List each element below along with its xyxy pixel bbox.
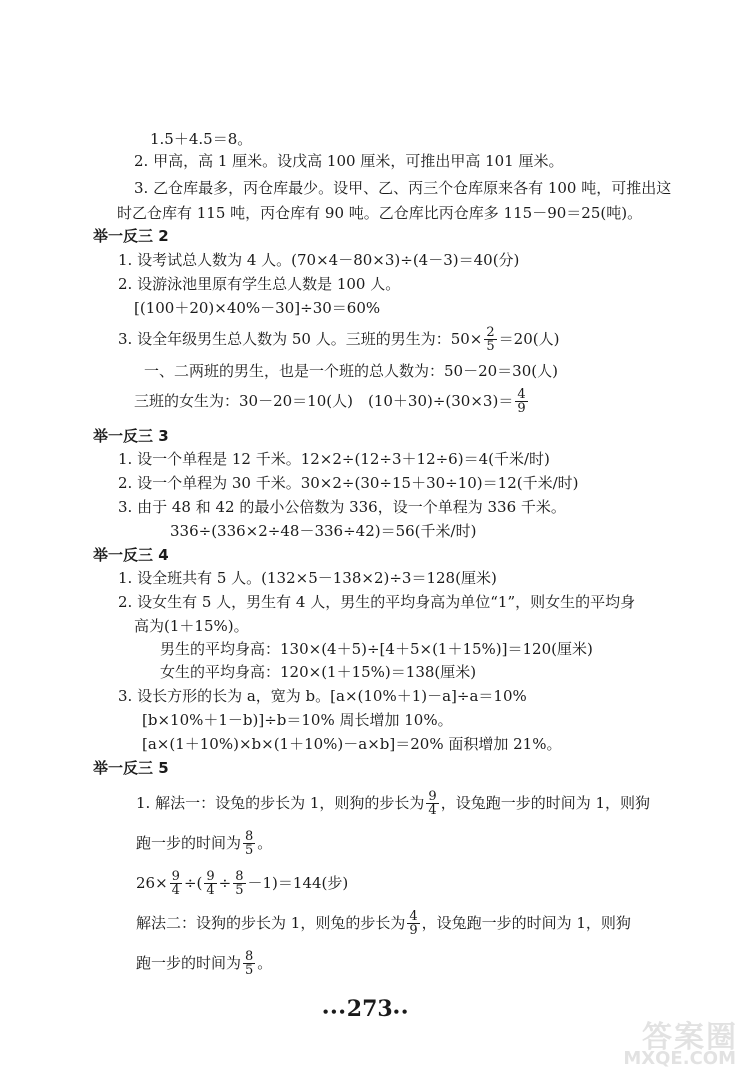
line-23 [136,790,650,818]
line-2: 2. 甲高，高 1 厘米。设戊高 100 厘米，可推出甲高 101 厘米。 [134,152,564,170]
line-26 [136,910,631,938]
line-4: 时乙仓库有 115 吨，丙仓库有 90 吨。乙仓库比丙仓库多 115－90＝25(吨)。 [117,204,643,222]
line-25-tail: －1)＝144(步) [247,874,349,892]
line-8 [118,326,559,354]
line-24 [136,830,272,858]
line-12: 2. 设一个单程为 30 千米。30×2÷(30÷15＋30÷10)＝12(千米/时) [118,474,579,492]
line-22: [a×(1＋10%)×b×(1＋10%)－a×b]＝20% 面积增加 21%。 [142,735,562,753]
line-23-text: 1. 解法一：设兔的步长为 1，则狗的步长为 [136,794,425,812]
section-heading-5: 举一反三 5 [93,759,169,777]
line-25-text: ÷( [183,874,203,892]
line-21: [b×10%＋1－b)]÷b＝10% 周长增加 10%。 [142,711,453,729]
line-20: 3. 设长方形的长为 a，宽为 b。[a×(10%＋1)－a]÷a＝10% [118,687,527,705]
fraction: $\frac{9}{4}$ [171,869,180,898]
line-16: 2. 设女生有 5 人，男生有 4 人，男生的平均身高为单位“1”，则女生的平均身 [118,593,636,611]
line-27-text: 跑一步的时间为 [136,954,242,972]
line-25 [136,870,348,898]
line-3: 3. 乙仓库最多，丙仓库最少。设甲、乙、丙三个仓库原来各有 100 吨，可推出这 [134,179,672,197]
watermark-logo [592,1012,742,1072]
page-number [322,996,409,1022]
line-24-tail: 。 [257,834,273,852]
fraction: $\frac{2}{5}$ [486,325,495,354]
line-15: 1. 设全班共有 5 人。(132×5－138×2)÷3＝128(厘米) [118,569,497,587]
line-27-tail: 。 [257,954,273,972]
line-18: 男生的平均身高：130×(4＋5)÷[4＋5×(1＋15%)]＝120(厘米) [160,640,593,658]
line-7: [(100＋20)×40%－30]÷30＝60% [134,299,381,317]
line-1: 1.5＋4.5＝8。 [150,130,253,148]
fraction: $\frac{9}{4}$ [206,869,215,898]
line-9: 一、二两班的男生，也是一个班的总人数为：50－20＝30(人) [144,362,558,380]
line-27 [136,950,272,978]
section-heading-4: 举一反三 4 [93,546,169,564]
line-13: 3. 由于 48 和 42 的最小公倍数为 336，设一个单程为 336 千米。 [118,498,566,516]
page-dots-left: ∙∙∙ [322,1004,347,1020]
line-14: 336÷(336×2÷48－336÷42)＝56(千米/时) [170,522,477,540]
section-heading-3: 举一反三 3 [93,427,169,445]
fraction: $\frac{8}{5}$ [235,869,244,898]
fraction: $\frac{4}{9}$ [517,387,526,416]
fraction: $\frac{4}{9}$ [409,909,418,938]
line-5: 1. 设考试总人数为 4 人。(70×4－80×3)÷(4－3)＝40(分) [118,251,520,269]
line-6: 2. 设游泳池里原有学生总人数是 100 人。 [118,275,401,293]
line-19: 女生的平均身高：120×(1＋15%)＝138(厘米) [160,663,477,681]
line-25-text: ÷ [218,874,232,892]
fraction: $\frac{8}{5}$ [245,949,254,978]
line-8-tail: ＝20(人) [498,330,560,348]
watermark-line-2: MXQE.COM [623,1048,736,1069]
fraction: $\frac{8}{5}$ [245,829,254,858]
page-number-value: 273 [346,996,393,1022]
line-25-text: 26× [136,874,168,892]
line-10 [134,388,530,416]
page-dots-right: ∙∙ [392,1004,410,1020]
line-24-text: 跑一步的时间为 [136,834,242,852]
line-8-text: 3. 设全年级男生总人数为 50 人。三班的男生为：50× [118,330,483,348]
line-17: 高为(1＋15%)。 [134,617,249,635]
line-26-tail: ，设兔跑一步的时间为 1，则狗 [421,914,631,932]
section-heading-2: 举一反三 2 [93,227,169,245]
line-23-tail: ，设兔跑一步的时间为 1，则狗 [440,794,651,812]
line-11: 1. 设一个单程是 12 千米。12×2÷(12÷3＋12÷6)＝4(千米/时) [118,450,550,468]
watermark-line-1: 答案圈 [642,1020,738,1055]
line-10-text: 三班的女生为：30－20＝10(人) (10＋30)÷(30×3)＝ [134,392,514,410]
fraction: $\frac{9}{4}$ [428,789,437,818]
line-26-text: 解法二：设狗的步长为 1，则兔的步长为 [136,914,406,932]
